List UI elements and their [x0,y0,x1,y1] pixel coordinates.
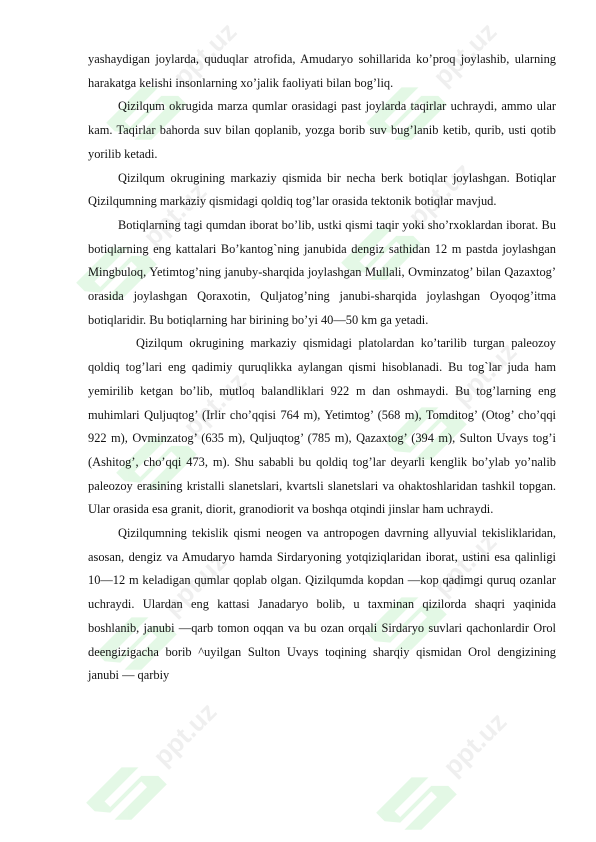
watermark-text: ppt.uz [136,176,213,252]
watermark-text: ppt.uz [426,526,503,602]
watermark-text: ppt.uz [446,336,523,412]
document-body [88,48,556,688]
watermark-logo [376,702,518,842]
paragraph-6: Qizilqumning tekislik qismi neogen va antropogen davrning allyuvial tekisliklaridan, asosan, dengiz va Amudaryo hamda Sirdaryoning yotqiziqlaridan iborat, ustini esa qalinligi 10—12 m keladigan qumlar qoplab olgan. Qizilqumda kopdan —kop qadimgi quruq ozanlar uchraydi. Ulardan eng kattasi Janadaryo bolib, u taxminan qizilorda shaqri yaqinida boshlanib, janubi —qarb tomon oqqan va bu ozan orqali Sirdaryo suvlari qachonlardir Orol deengizigacha borib ^uyilgan Sulton Uvays toqining sharqiy qismidan Orol dengizining janubi — qarbiy [88,526,556,683]
watermark-s-shape [86,753,167,834]
paragraph-5: Qizilqum okrugining markaziy qismidagi platolardan ko’tarilib turgan paleozoy qoldiq tog’lari eng qadimiy quruqlikka aylangan qismi hisoblanadi. Bu tog`lar juda ham yemirilib ketgan bo’lib, mutloq balandliklari 922 m dan oshmaydi. Bu tog’larning eng muhimlari Quljuqtog’ (Irlir cho’qqisi 764 m), Yetimtog’ (568 m), Tomditog’ (Otog’ cho’qqi 922 m), Ovminzatog’ (635 m), Quljuqtog’ (785 m), Qazaxtog’ (394 m), Sulton Uvays tog’i (Ashitog’, cho’qqi 473, m). Shu sababli bu qoldiq tog’lar deyarli kenglik bo’ylab yo’nalib paleozoy erasining kristalli slanetslari, kvartsli slanetslari va ohaktoshlaridan tashkil topgan. Ular orasida esa granit, diorit, granodiorit va boshqa otqindi jinslar ham uchraydi. [88,336,556,517]
watermark-logo [86,692,228,834]
watermark-s-shape [376,763,457,842]
watermark-text: ppt.uz [146,696,223,772]
watermark-text: ppt.uz [426,16,503,92]
paragraph-1: yashaydigan joylarda, quduqlar atrofida, Amudaryo sohillarida ko’proq joylashib, ularning harakatga kelishi insonlarning xo’jalik faoliyati bilan bog’liq. [88,52,556,90]
watermark-text: ppt.uz [401,156,478,232]
paragraph-4: Botiqlarning tagi qumdan iborat bo’lib, ustki qismi taqir yoki sho’rxoklardan iborat. Bu botiqlarning eng kattalari Bo’kantog`ning janubida dengiz sathidan 12 m pastda joylashgan Mingbuloq, Yetimtog’ning januby-sharqida joylashgan Mullali, Ovminzatog’ bilan Qazaxtog’ orasida joylashgan Qoraxotin, Quljatog’ning janubi-sharqida joylashgan Oyoqog’itma botiqlaridir. Bu botiqlarning har birining bo’yi 40—50 km ga yetadi. [88,217,556,327]
watermark-text: ppt.uz [176,366,253,442]
paragraph-2: Qizilqum okrugida marza qumlar orasidagi past joylarda taqirlar uchraydi, ammo ular kam. Taqirlar bahorda suv bilan qoplanib, yozga borib suv bug’lanib ketib, qurib, usti qotib yorilib ketadi. [88,99,556,161]
watermark-text: ppt.uz [166,16,243,92]
paragraph-3: Qizilqum okrugining markaziy qismida bir necha berk botiqlar joylashgan. Botiqlar Qizilqumning markaziy qismidagi qoldiq tog’lar orasida tektonik botiqlar mavjud. [88,170,556,209]
watermark-text: ppt.uz [436,706,513,782]
watermark-text: ppt.uz [156,546,233,622]
